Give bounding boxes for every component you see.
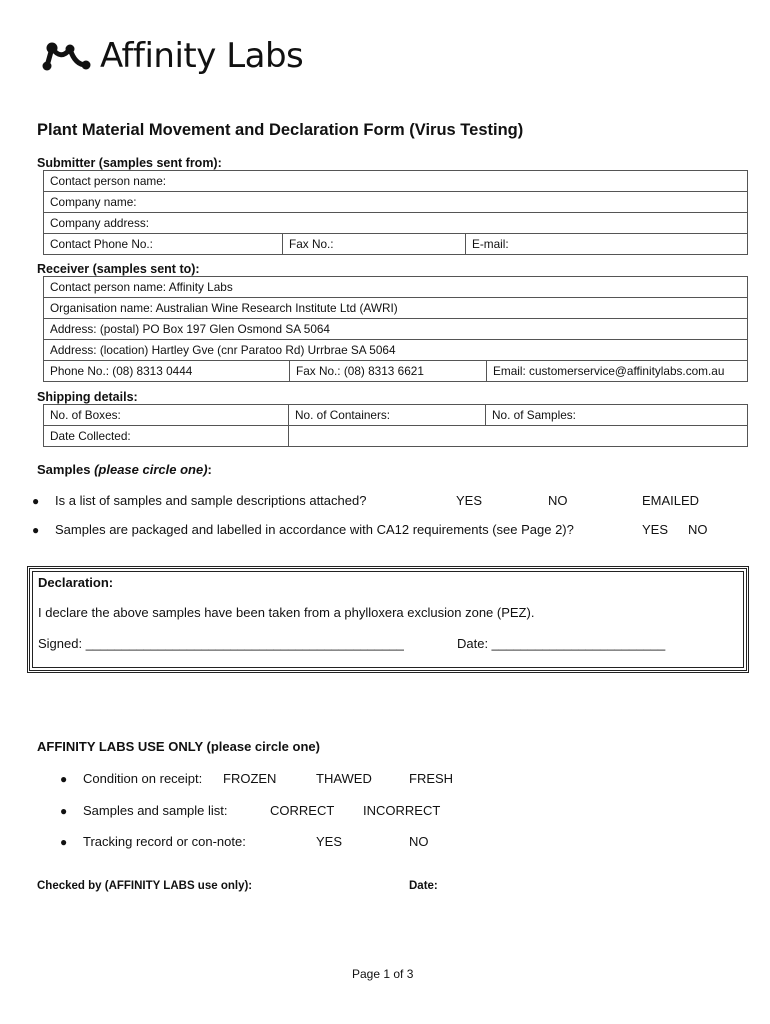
bullet-icon: ● xyxy=(60,772,68,786)
receiver-location-address: Address: (location) Hartley Gve (cnr Paratoo Rd) Urrbrae SA 5064 xyxy=(44,340,748,361)
receiver-heading: Receiver (samples sent to): xyxy=(37,262,200,276)
page-number: Page 1 of 3 xyxy=(352,967,414,981)
receiver-postal-address: Address: (postal) PO Box 197 Glen Osmond SA 5064 xyxy=(44,319,748,340)
samples-q1-yes[interactable]: YES xyxy=(456,493,483,508)
receiver-fax: Fax No.: (08) 8313 6621 xyxy=(290,361,487,382)
declaration-signed-line[interactable]: Signed: ____________________________________________ xyxy=(38,636,404,651)
shipping-heading: Shipping details: xyxy=(37,390,138,404)
logo-text: Affinity Labs xyxy=(100,36,304,76)
bullet-icon: ● xyxy=(32,494,40,508)
declaration-heading: Declaration: xyxy=(38,575,114,590)
samples-q1-emailed[interactable]: EMAILED xyxy=(642,493,700,508)
labuse-tracking-no[interactable]: NO xyxy=(409,834,429,849)
shipping-samples-field[interactable]: No. of Samples: xyxy=(486,405,748,426)
labuse-list-incorrect[interactable]: INCORRECT xyxy=(363,803,441,818)
bullet-icon: ● xyxy=(60,804,68,818)
samples-heading-em: (please circle one) xyxy=(94,462,208,477)
submitter-address-field[interactable]: Company address: xyxy=(44,213,748,234)
receiver-phone: Phone No.: (08) 8313 0444 xyxy=(44,361,290,382)
labuse-tracking-label: Tracking record or con-note: xyxy=(83,834,246,849)
shipping-empty-cell[interactable] xyxy=(289,426,748,447)
samples-q2-yes[interactable]: YES xyxy=(642,522,669,537)
labuse-date[interactable]: Date: xyxy=(409,880,438,892)
samples-q1-no[interactable]: NO xyxy=(548,493,568,508)
declaration-date-line[interactable]: Date: ________________________ xyxy=(457,636,666,651)
submitter-contact-field[interactable]: Contact person name: xyxy=(44,171,748,192)
shipping-containers-field[interactable]: No. of Containers: xyxy=(289,405,486,426)
samples-heading-prefix: Samples xyxy=(37,462,95,477)
shipping-date-collected-field[interactable]: Date Collected: xyxy=(44,426,289,447)
labuse-condition-thawed[interactable]: THAWED xyxy=(316,771,372,786)
declaration-text: I declare the above samples have been taken from a phylloxera exclusion zone (PEZ). xyxy=(38,605,535,620)
samples-q1: Is a list of samples and sample descriptions attached? xyxy=(55,493,367,508)
labuse-condition-fresh[interactable]: FRESH xyxy=(409,771,454,786)
submitter-heading: Submitter (samples sent from): xyxy=(37,156,222,170)
submitter-table xyxy=(43,170,748,255)
bullet-icon: ● xyxy=(32,523,40,537)
submitter-phone-field[interactable]: Contact Phone No.: xyxy=(44,234,283,255)
declaration-box xyxy=(27,566,749,673)
samples-heading xyxy=(37,462,212,477)
submitter-email-field[interactable]: E-mail: xyxy=(466,234,748,255)
submitter-fax-field[interactable]: Fax No.: xyxy=(283,234,466,255)
receiver-table xyxy=(43,276,748,382)
labuse-condition-frozen[interactable]: FROZEN xyxy=(223,771,277,786)
labuse-list-correct[interactable]: CORRECT xyxy=(270,803,335,818)
labuse-list-label: Samples and sample list: xyxy=(83,803,228,818)
receiver-email: Email: customerservice@affinitylabs.com.au xyxy=(487,361,748,382)
labuse-checked-by[interactable]: Checked by (AFFINITY LABS use only): xyxy=(37,880,253,892)
receiver-organisation: Organisation name: Australian Wine Research Institute Ltd (AWRI) xyxy=(44,298,748,319)
labuse-tracking-yes[interactable]: YES xyxy=(316,834,343,849)
submitter-company-field[interactable]: Company name: xyxy=(44,192,748,213)
affinity-molecule-icon xyxy=(42,39,94,73)
samples-q2-no[interactable]: NO xyxy=(688,522,708,537)
bullet-icon: ● xyxy=(60,835,68,849)
receiver-contact: Contact person name: Affinity Labs xyxy=(44,277,748,298)
form-title: Plant Material Movement and Declaration Form (Virus Testing) xyxy=(37,121,524,139)
labuse-heading: AFFINITY LABS USE ONLY (please circle one) xyxy=(37,739,320,754)
shipping-table xyxy=(43,404,748,447)
shipping-boxes-field[interactable]: No. of Boxes: xyxy=(44,405,289,426)
affinity-labs-logo xyxy=(42,36,303,76)
samples-q2: Samples are packaged and labelled in accordance with CA12 requirements (see Page 2)? xyxy=(55,522,574,537)
labuse-condition-label: Condition on receipt: xyxy=(83,771,203,786)
samples-heading-suffix: : xyxy=(207,462,212,477)
